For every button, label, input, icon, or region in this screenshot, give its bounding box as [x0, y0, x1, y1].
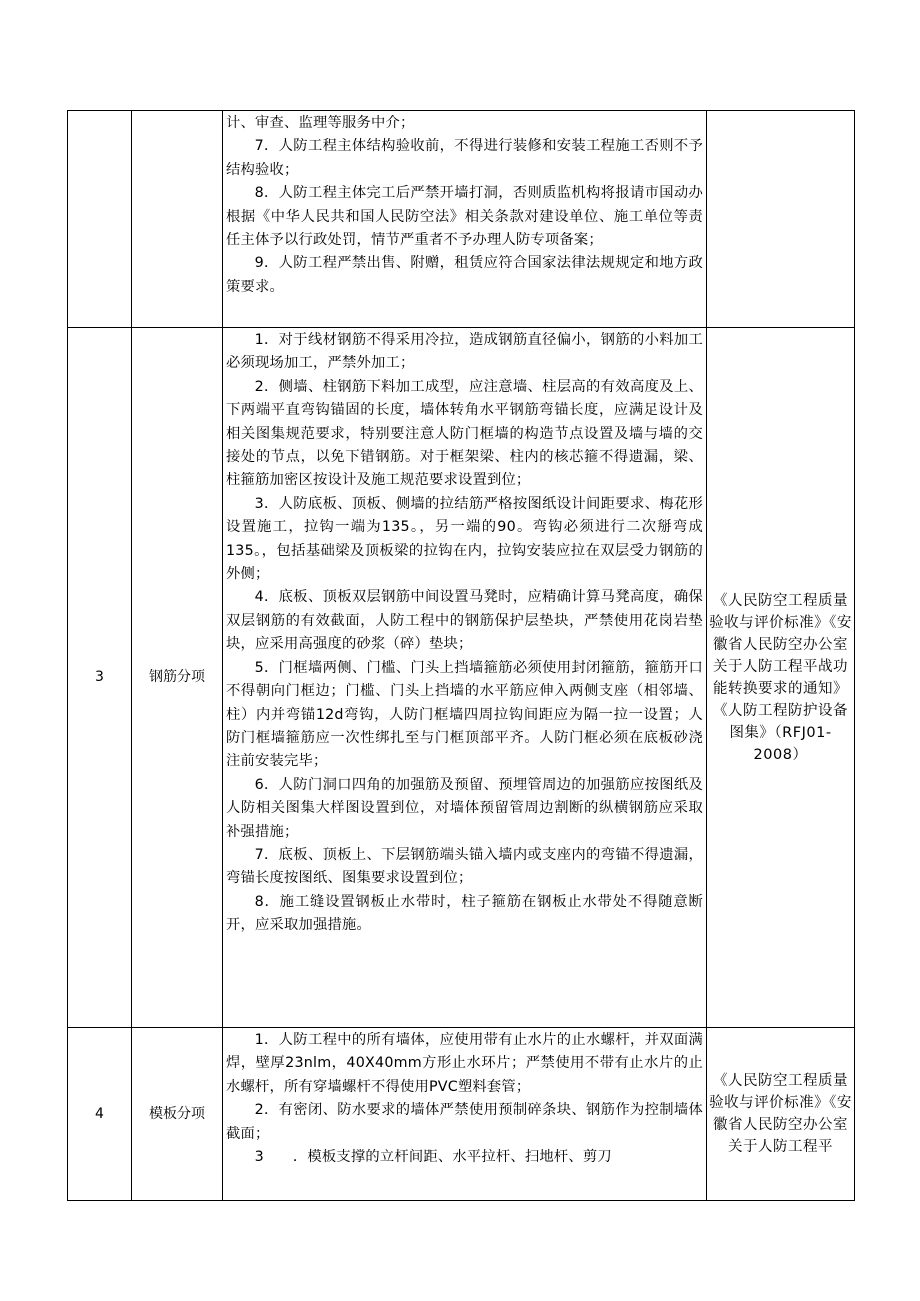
item-name-cell: [132, 111, 223, 328]
requirement-paragraph: 5．门框墙两侧、门槛、门头上挡墙箍筋必须使用封闭箍筋，箍筋开口不得朝向门框边；门槛、门头上挡墙的水平筋应伸入两侧支座（相邻墙、柱）内并弯锚12d弯钩，人防门框墙四周拉钩间距应为隔一拉一设置；人防门框墙箍筋应一次性绑扎至与门框顶部平齐。人防门框必须在底板砂浇注前安装完毕；: [226, 659, 703, 770]
requirement-paragraph: 8．施工缝设置钢板止水带时，柱子箍筋在钢板止水带处不得随意断开，应采取加强措施。: [226, 893, 703, 934]
requirement-paragraph: 8．人防工程主体完工后严禁开墙打洞，否则质监机构将报请市国动办根据《中华人民共和国人民防空法》相关条款对建设单位、施工单位等责任主体予以行政处罚，情节严重者不予办理人防专项备案；: [226, 185, 703, 249]
reference-cell: 《人民防空工程质量验收与评价标准》《安徽省人民防空办公室关于人防工程平: [707, 1028, 855, 1201]
requirements-cell: [223, 328, 707, 1028]
table-row: [68, 111, 855, 328]
table-row: [68, 1028, 855, 1201]
requirement-paragraph: 6．人防门洞口四角的加强筋及预留、预埋管周边的加强筋应按图纸及人防相关图集大样图设置到位，对墙体预留管周边割断的纵横钢筋应采取补强措施；: [226, 776, 703, 840]
requirement-paragraph: 7．人防工程主体结构验收前，不得进行装修和安装工程施工否则不予结构验收；: [226, 138, 703, 178]
row-number-cell: 4: [68, 1028, 132, 1201]
requirement-paragraph: 2．侧墙、柱钢筋下料加工成型，应注意墙、柱层高的有效高度及上、下两端平直弯钩锚固的长度，墙体转角水平钢筋弯锚长度，应满足设计及相关图集规范要求，特别要注意人防门框墙的构造节点设置及墙与墙的交接处的节点，以免下错钢筋。对于框架梁、柱内的核芯箍不得遗漏，梁、柱箍筋加密区按设计及施工规范要求设置到位；: [226, 378, 703, 489]
requirement-paragraph: 2．有密闭、防水要求的墙体严禁使用预制碎条块、钢筋作为控制墙体截面；: [226, 1102, 703, 1142]
requirement-paragraph: 计、审查、监理等服务中介；: [226, 115, 415, 131]
requirement-paragraph: 3 ．模板支撑的立杆间距、水平拉杆、扫地杆、剪刀: [254, 1149, 612, 1166]
requirement-paragraph: 7．底板、顶板上、下层钢筋端头锚入墙内或支座内的弯锚不得遗漏，弯锚长度按图纸、图集要求设置到位；: [226, 846, 703, 887]
requirements-cell: [223, 111, 707, 328]
construction-spec-table: [67, 110, 855, 1201]
row-number-cell: 3: [68, 328, 132, 1028]
requirement-paragraph: 1．人防工程中的所有墙体，应使用带有止水片的止水螺杆，并双面满焊，壁厚23nlm，40X40mm方形止水环片；严禁使用不带有止水片的止水螺杆，所有穿墙螺杆不得使用PVC塑料套管；: [226, 1032, 703, 1095]
item-name-cell: 钢筋分项: [132, 328, 223, 1028]
requirement-paragraph: 1．对于线材钢筋不得采用冷拉，造成钢筋直径偏小，钢筋的小料加工必须现场加工，严禁外加工；: [226, 332, 703, 372]
requirement-paragraph: 9．人防工程严禁出售、附赠，租赁应符合国家法律法规规定和地方政策要求。: [226, 255, 703, 295]
reference-cell: 《人民防空工程质量验收与评价标准》《安徽省人民防空办公室关于人防工程平战功能转换要求的通知》《人防工程防护设备图集》（RFJ01-2008）: [707, 328, 855, 1028]
item-name-cell: 模板分项: [132, 1028, 223, 1201]
requirement-paragraph: 3．人防底板、顶板、侧墙的拉结筋严格按图纸设计间距要求、梅花形设置施工，拉钩一端为135。，另一端的90。弯钩必须进行二次掰弯成135。，包括基础梁及顶板梁的拉钩在内，拉钩安装应拉在双层受力钢筋的外侧；: [226, 495, 703, 583]
reference-cell: [707, 111, 855, 328]
table-row: [68, 328, 855, 1028]
requirements-cell: [223, 1028, 707, 1201]
requirement-paragraph: 4．底板、顶板双层钢筋中间设置马凳时，应精确计算马凳高度，确保双层钢筋的有效截面，人防工程中的钢筋保护层垫块，严禁使用花岗岩垫块，应采用高强度的砂浆（碎）垫块；: [226, 589, 703, 653]
row-number-cell: [68, 111, 132, 328]
